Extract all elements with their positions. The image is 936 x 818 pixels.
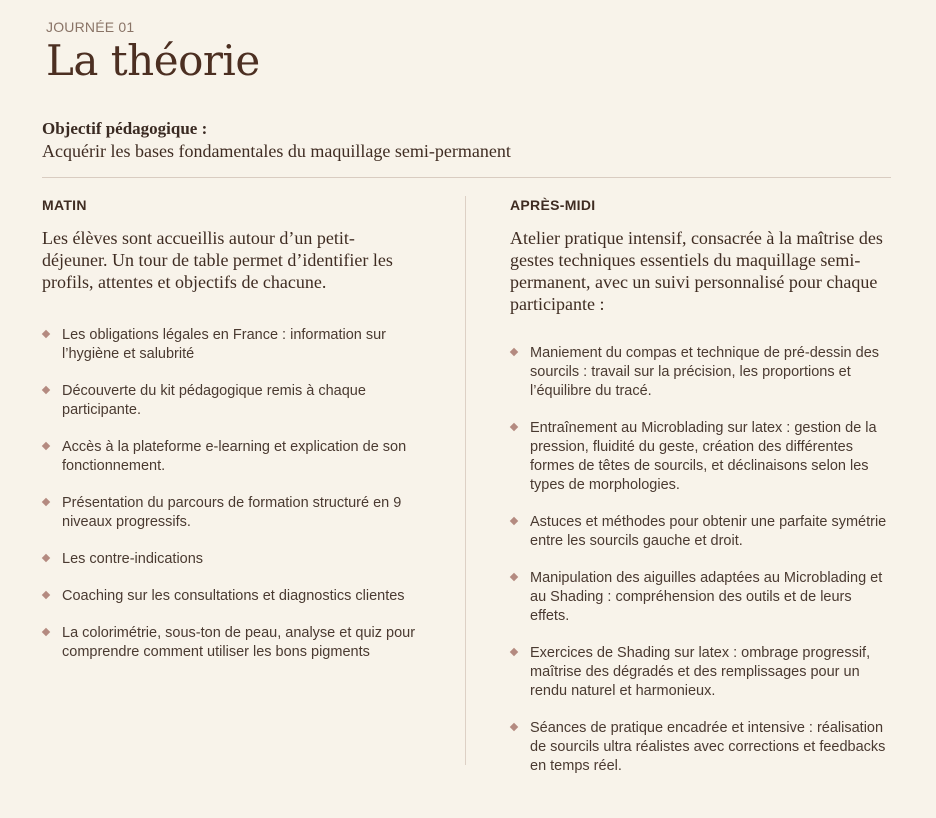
diamond-bullet-icon <box>42 591 50 599</box>
morning-intro: Les élèves sont accueillis autour d’un petit-déjeuner. Un tour de table permet d’identifier les profils, attentes et objectifs de chacune. <box>42 228 393 292</box>
column-divider <box>465 196 466 765</box>
list-item <box>510 513 890 551</box>
list-item <box>510 569 890 626</box>
objective-label: Objectif pédagogique : <box>42 119 208 138</box>
list-item-text: Découverte du kit pédagogique remis à chaque participante. <box>62 383 366 418</box>
list-item-text: Astuces et méthodes pour obtenir une parfaite symétrie entre les sourcils gauche et droit. <box>530 514 887 549</box>
afternoon-heading: APRÈS-MIDI <box>510 197 596 213</box>
afternoon-intro: Atelier pratique intensif, consacrée à la maîtrise des gestes techniques essentiels du maquillage semi-permanent, avec un suivi personnalisé pour chaque participante : <box>510 228 883 314</box>
list-item-text: Accès à la plateforme e-learning et explication de son fonctionnement. <box>62 439 407 474</box>
list-item-text: Entraînement au Microblading sur latex : gestion de la pression, fluidité du geste, création des différentes formes de têtes de sourcils, et déclinaisons selon les types de morphologies. <box>530 420 877 493</box>
diamond-bullet-icon <box>510 348 518 356</box>
list-item <box>42 587 420 606</box>
page-title: La théorie <box>46 36 260 85</box>
diamond-bullet-icon <box>42 628 50 636</box>
list-item <box>42 326 420 364</box>
morning-column <box>42 196 420 680</box>
list-item <box>510 644 890 701</box>
diamond-bullet-icon <box>42 498 50 506</box>
list-item <box>42 494 420 532</box>
list-item <box>42 624 420 662</box>
list-item <box>510 344 890 401</box>
objective-block <box>42 118 892 162</box>
list-item <box>42 438 420 476</box>
diamond-bullet-icon <box>510 423 518 431</box>
list-item-text: Présentation du parcours de formation structuré en 9 niveaux progressifs. <box>62 495 402 530</box>
list-item-text: Maniement du compas et technique de pré-dessin des sourcils : travail sur la précision, les proportions et l’équilibre du tracé. <box>530 345 880 399</box>
diamond-bullet-icon <box>510 723 518 731</box>
list-item <box>42 382 420 420</box>
afternoon-list <box>510 344 895 776</box>
list-item <box>42 550 420 569</box>
list-item-text: Coaching sur les consultations et diagnostics clientes <box>62 588 405 604</box>
list-item-text: Manipulation des aiguilles adaptées au Microblading et au Shading : compréhension des outils et de leurs effets. <box>530 570 883 624</box>
diamond-bullet-icon <box>42 554 50 562</box>
list-item-text: Séances de pratique encadrée et intensive : réalisation de sourcils ultra réalistes avec corrections et feedbacks en temps réel. <box>530 720 886 774</box>
diamond-bullet-icon <box>510 573 518 581</box>
horizontal-divider <box>42 177 891 178</box>
list-item <box>510 419 890 495</box>
list-item <box>510 719 890 776</box>
diamond-bullet-icon <box>510 648 518 656</box>
afternoon-column <box>510 196 895 794</box>
diamond-bullet-icon <box>42 386 50 394</box>
list-item-text: Les contre-indications <box>62 551 204 567</box>
list-item-text: La colorimétrie, sous-ton de peau, analyse et quiz pour comprendre comment utiliser les bons pigments <box>62 625 416 660</box>
list-item-text: Les obligations légales en France : information sur l’hygiène et salubrité <box>62 327 387 362</box>
diamond-bullet-icon <box>42 442 50 450</box>
diamond-bullet-icon <box>42 330 50 338</box>
diamond-bullet-icon <box>510 517 518 525</box>
list-item-text: Exercices de Shading sur latex : ombrage progressif, maîtrise des dégradés et des remplissages pour un rendu naturel et harmonieux. <box>530 645 871 699</box>
morning-list <box>42 326 420 662</box>
morning-heading: MATIN <box>42 197 87 213</box>
day-label: JOURNÉE 01 <box>46 19 135 35</box>
objective-text: Acquérir les bases fondamentales du maquillage semi-permanent <box>42 141 511 161</box>
